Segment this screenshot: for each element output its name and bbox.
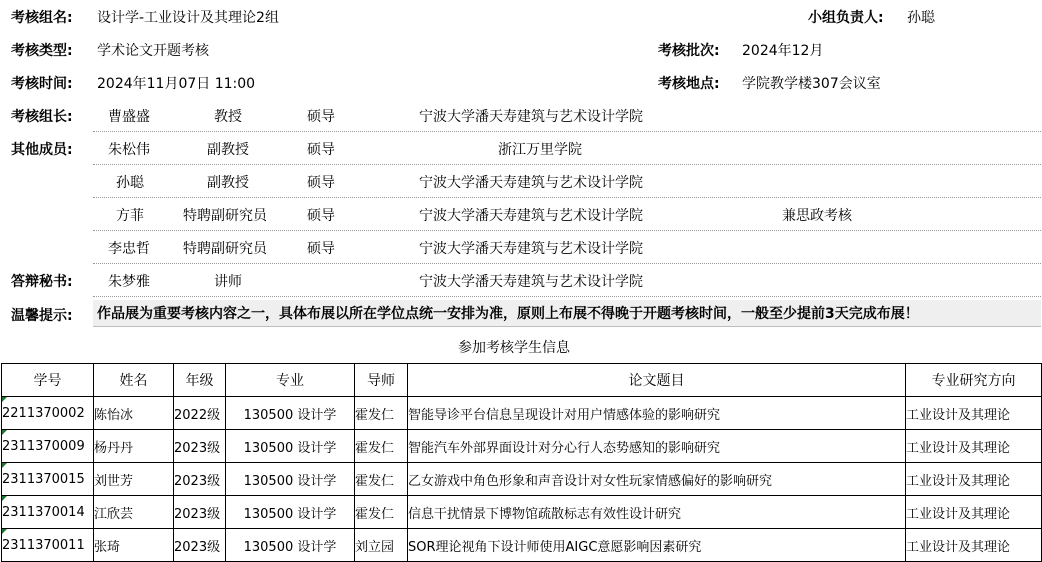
comment-marker-icon — [2, 496, 7, 501]
student-id: 2211370002 — [2, 397, 94, 430]
col-header-id: 学号 — [2, 364, 94, 397]
table-row[interactable] — [2, 463, 1042, 496]
table-row[interactable] — [2, 397, 1042, 430]
student-thesis: 智能导诊平台信息呈现设计对用户情感体验的影响研究 — [408, 397, 906, 430]
members-label: 其他成员: — [11, 142, 73, 158]
student-direction: 工业设计及其理论 — [906, 529, 1042, 562]
student-major: 130500 设计学 — [226, 430, 355, 463]
member-role: 硕导 — [307, 142, 335, 158]
student-grade: 2022级 — [174, 397, 226, 430]
student-thesis: 信息干扰情景下博物馆疏散标志有效性设计研究 — [408, 496, 906, 529]
row-divider — [93, 131, 1041, 132]
member-title: 特聘副研究员 — [183, 208, 267, 224]
comment-marker-icon — [2, 529, 7, 534]
member-name: 李忠哲 — [108, 241, 150, 257]
place-label: 考核地点: — [658, 76, 720, 92]
student-id: 2311370009 — [2, 430, 94, 463]
row-divider — [93, 164, 1041, 165]
student-id: 2311370014 — [2, 496, 94, 529]
col-header-major: 专业 — [226, 364, 355, 397]
secretary-label: 答辩秘书: — [11, 274, 73, 290]
member-title: 讲师 — [214, 274, 242, 290]
student-grade: 2023级 — [174, 496, 226, 529]
type-value: 学术论文开题考核 — [97, 43, 209, 59]
student-name: 陈怡冰 — [94, 397, 174, 430]
table-row[interactable] — [2, 430, 1042, 463]
member-title: 教授 — [214, 109, 242, 125]
member-org: 宁波大学潘天寿建筑与艺术设计学院 — [419, 109, 643, 125]
place-value: 学院教学楼307会议室 — [742, 76, 881, 92]
row-divider — [93, 263, 1041, 264]
member-org: 宁波大学潘天寿建筑与艺术设计学院 — [419, 241, 643, 257]
table-row[interactable] — [2, 529, 1042, 562]
student-grade: 2023级 — [174, 529, 226, 562]
member-name: 孙聪 — [116, 175, 144, 191]
batch-value: 2024年12月 — [742, 43, 824, 59]
row-divider — [93, 296, 1041, 297]
member-title: 副教授 — [207, 175, 249, 191]
student-advisor: 霍发仁 — [355, 430, 408, 463]
type-label: 考核类型: — [11, 43, 73, 59]
member-name: 朱松伟 — [108, 142, 150, 158]
time-label: 考核时间: — [11, 76, 73, 92]
col-header-grade: 年级 — [174, 364, 226, 397]
row-divider — [93, 197, 1041, 198]
time-value: 2024年11月07日 11:00 — [97, 76, 256, 92]
notice-text: 作品展为重要考核内容之一，具体布展以所在学位点统一安排为准，原则上布展不得晚于开题考核时间，一般至少提前3天完成布展！ — [97, 306, 919, 322]
member-role: 硕导 — [307, 241, 335, 257]
row-divider — [93, 230, 1041, 231]
col-header-name: 姓名 — [94, 364, 174, 397]
member-role: 硕导 — [307, 109, 335, 125]
students-title: 参加考核学生信息 — [458, 340, 570, 356]
member-org: 宁波大学潘天寿建筑与艺术设计学院 — [419, 175, 643, 191]
member-org: 宁波大学潘天寿建筑与艺术设计学院 — [419, 208, 643, 224]
chair-label: 考核组长: — [11, 109, 73, 125]
member-org: 浙江万里学院 — [498, 142, 582, 158]
member-title: 副教授 — [207, 142, 249, 158]
comment-marker-icon — [2, 430, 7, 435]
member-role: 硕导 — [307, 208, 335, 224]
comment-marker-icon — [2, 397, 7, 402]
student-major: 130500 设计学 — [226, 496, 355, 529]
comment-marker-icon — [2, 463, 7, 468]
student-name: 张琦 — [94, 529, 174, 562]
group-value: 设计学-工业设计及其理论2组 — [97, 10, 279, 26]
student-advisor: 刘立园 — [355, 529, 408, 562]
student-major: 130500 设计学 — [226, 529, 355, 562]
col-header-direction: 专业研究方向 — [906, 364, 1042, 397]
member-title: 特聘副研究员 — [183, 241, 267, 257]
student-direction: 工业设计及其理论 — [906, 463, 1042, 496]
student-major: 130500 设计学 — [226, 463, 355, 496]
student-thesis: 乙女游戏中角色形象和声音设计对女性玩家情感偏好的影响研究 — [408, 463, 906, 496]
leader-label: 小组负责人: — [808, 10, 884, 26]
table-header-row — [2, 364, 1042, 397]
student-grade: 2023级 — [174, 463, 226, 496]
students-table — [1, 363, 1042, 562]
student-advisor: 霍发仁 — [355, 397, 408, 430]
table-row[interactable] — [2, 496, 1042, 529]
student-id: 2311370015 — [2, 463, 94, 496]
batch-label: 考核批次: — [658, 43, 720, 59]
col-header-thesis: 论文题目 — [408, 364, 906, 397]
student-name: 杨丹丹 — [94, 430, 174, 463]
student-direction: 工业设计及其理论 — [906, 397, 1042, 430]
student-major: 130500 设计学 — [226, 397, 355, 430]
member-name: 曹盛盛 — [108, 109, 150, 125]
student-direction: 工业设计及其理论 — [906, 496, 1042, 529]
group-label: 考核组名: — [11, 10, 73, 26]
member-name: 朱梦雅 — [108, 274, 150, 290]
student-id: 2311370011 — [2, 529, 94, 562]
notice-label: 温馨提示: — [11, 308, 73, 324]
student-thesis: 智能汽车外部界面设计对分心行人态势感知的影响研究 — [408, 430, 906, 463]
student-name: 江欣芸 — [94, 496, 174, 529]
member-name: 方菲 — [116, 208, 144, 224]
member-note: 兼思政考核 — [782, 208, 852, 224]
member-org: 宁波大学潘天寿建筑与艺术设计学院 — [419, 274, 643, 290]
student-advisor: 霍发仁 — [355, 463, 408, 496]
student-advisor: 霍发仁 — [355, 496, 408, 529]
student-grade: 2023级 — [174, 430, 226, 463]
member-role: 硕导 — [307, 175, 335, 191]
student-thesis: SOR理论视角下设计师使用AIGC意愿影响因素研究 — [408, 529, 906, 562]
col-header-advisor: 导师 — [355, 364, 408, 397]
leader-value: 孙聪 — [907, 10, 935, 26]
student-name: 刘世芳 — [94, 463, 174, 496]
student-direction: 工业设计及其理论 — [906, 430, 1042, 463]
